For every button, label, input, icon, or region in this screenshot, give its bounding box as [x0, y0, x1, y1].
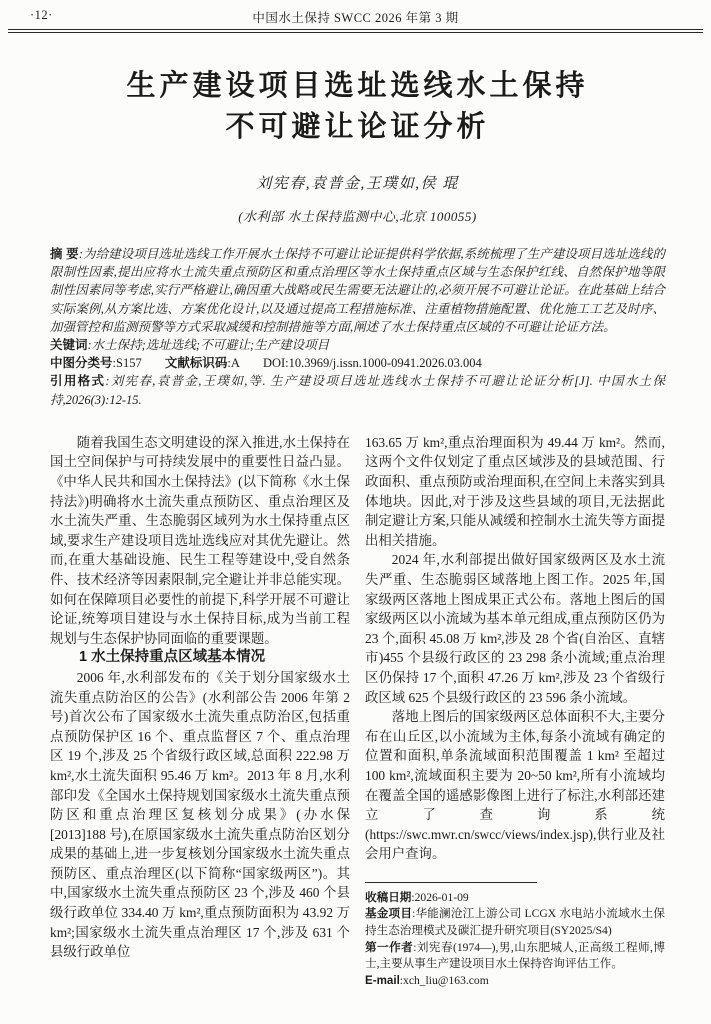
- journal-title: 中国水土保持 SWCC 2026 年第 3 期: [252, 11, 459, 25]
- abstract-label: 摘 要: [50, 247, 79, 261]
- keywords-text: :水土保持;选址选线;不可避让;生产建设项目: [87, 338, 330, 353]
- footnote-block: [365, 882, 665, 990]
- section-1-paragraph-2: 2024 年,水利部提出做好国家级两区及水土流失严重、生态脆弱区域落地上图工作。2025 年,国家级两区落地上图成果正式公布。落地上图后的国家级两区以小流域为基本单元组成,重点预防区仍为 23 个,面积 45.08 万 km²,涉及 28 个省(自治区、直辖市)455 个县级行政区的 23 298 条小流域;重点治理区仍保持 17 个,面积 47.26 万 km²,涉及 23 个省级行政区域 625 个县级行政区的 23 596 条小流域。: [365, 552, 665, 705]
- citation-text: :刘宪春,袁普金,王璞如,等. 生产建设项目选址选线水土保持不可避让论证分析[J]. 中国水土保持,2026(3):12-15.: [50, 374, 665, 407]
- affiliation: (水利部 水土保持监测中心,北京 100055): [238, 209, 477, 224]
- citation-label: 引用格式: [50, 374, 106, 389]
- clc-label: 中图分类号: [50, 356, 113, 371]
- section-1-paragraph-continued: 163.65 万 km²,重点治理面积为 49.44 万 km²。然而,这两个文件仅划定了重点区域涉及的县域范围、行政面积、重点预防或治理面积,在空间上未落实到具体地块。因此,对于涉及这些县域的项目,无法据此制定避让方案,只能从减缓和控制水土流失等方面提出相关措施。: [365, 434, 665, 548]
- author-list: 刘宪春,袁普金,王璞如,侯 琨: [256, 176, 459, 192]
- first-author: [365, 940, 665, 973]
- classification-line: [50, 354, 665, 372]
- meta-block: [50, 245, 665, 409]
- doc-code-segment: [165, 356, 240, 370]
- section-1-paragraph: 2006 年,水利部发布的《关于划分国家级水土流失重点防治区的公告》(水利部公告 2006 年第 2 号)首次公布了国家级水土流失重点防治区,包括重点预防保护区 16 个、重点监督区 7 个、重点治理区 19 个,涉及 25 个省级行政区域,总面积 222.98 万 km²,水土流失面积 95.46 万 km²。2013 年 8 月,水利部印发《全国水土保持规划国家级水土流失重点预防区和重点治理区复核划分成果》(办水保[2013]188 号),在原国家级水土流失重点防治区划分成果的基础上,进一步复核划分国家级水土流失重点预防区、重点治理区(以下简称“国家级两区”)。其中,国家级水土流失重点预防区 23 个,涉及 460 个县级行政单位 334.40 万 km²,重点预防面积为 43.92 万 km²;国家级水土流失重点治理区 17 个,涉及 631 个县级行政单位: [50, 669, 350, 960]
- keywords: [50, 336, 665, 354]
- abstract-text: :为给建设项目选址选线工作开展水土保持不可避让论证提供科学依据,系统梳理了生产建设项目选址选线的限制性因素,提出应将水土流失重点预防区和重点治理区等水土保持重点区域与生态保护红线、自然保护地等限制性因素同等考虑,实行严格避让,确因重大战略或民生需要无法避让的,必须开展不可避让论证。在此基础上结合实际案例,从方案比选、方案优化设计,以及通过提高工程措施标准、注重植物措施配置、优化施工工艺及时序、加强管控和监测预警等方式采取减缓和控制措施等方面,阐述了水土保持重点区域的不可避让论证方法。: [50, 247, 665, 334]
- running-head: [0, 8, 711, 28]
- clc-segment: [50, 356, 142, 370]
- article-title-line2: 不可避让论证分析: [225, 111, 490, 143]
- fund-project: [365, 906, 665, 939]
- header-divider: [8, 29, 703, 33]
- doi: DOI:10.3969/j.issn.1000-0941.2026.03.004: [262, 356, 482, 371]
- intro-paragraph: 随着我国生态文明建设的深入推进,水土保持在国土空间保护与可持续发展中的重要性日益凸显。《中华人民共和国水土保持法》(以下简称《水土保持法》)明确将水土流失重点预防区、重点治理区及水土流失严重、生态脆弱区域列为水土保持重点区域,要求生产建设项目选址选线应对其优先避让。然而,在重大基础设施、民生工程等建设中,受自然条件、技术经济等因素限制,完全避让并非总能实现。如何在保障项目必要性的前提下,科学开展不可避让论证,统筹项目建设与水土保持目标,成为当前工程规划与生态保护协同面临的重要课题。: [50, 434, 350, 646]
- body-columns: [50, 433, 665, 990]
- received-date: [365, 890, 665, 907]
- fund-project-label: 基金项目: [365, 907, 413, 921]
- first-author-label: 第一作者: [365, 940, 414, 954]
- received-date-label: 收稿日期: [365, 890, 412, 904]
- email-value: :xch_liu@163.com: [399, 973, 489, 987]
- article-title: [50, 66, 665, 148]
- keywords-label: 关键词: [50, 338, 88, 353]
- fund-project-value: :华能澜沧江上游公司 LCGX 水电站小流域水土保持生态治理模式及碳汇提升研究项目(SY2025/S4): [365, 907, 665, 938]
- page-number: ·12·: [30, 8, 53, 22]
- first-author-value: :刘宪春(1974—),男,山东肥城人,正高级工程师,博士,主要从事生产建设项目水土保持咨询评估工作。: [365, 940, 665, 971]
- received-date-value: :2026-01-09: [411, 890, 469, 904]
- email-label: E-mail: [365, 973, 400, 987]
- section-1-paragraph-3: 落地上图后的国家级两区总体面积不大,主要分布在山丘区,以小流域为主体,每条小流域有确定的位置和面积,单条流域面积范围覆盖 1 km² 至超过 100 km²,流域面积主要为 20~50 km²,所有小流域均在覆盖全国的遥感影像图上进行了标注,水利部还建立了查询系统(https://swc.mwr.cn/swcc/views/index.jsp),供行业及社会用户查询。: [365, 709, 665, 862]
- clc-value: :S157: [112, 356, 142, 371]
- left-column: [50, 433, 350, 990]
- right-column: [365, 433, 665, 990]
- citation: [50, 372, 665, 408]
- doc-code-label: 文献标识码: [164, 356, 228, 371]
- article-content: [50, 34, 665, 989]
- section-1-heading: 1 水土保持重点区域基本情况: [79, 649, 266, 666]
- doc-code-value: :A: [227, 356, 240, 371]
- article-title-line1: 生产建设项目选址选线水土保持: [126, 70, 589, 102]
- email-line: [365, 973, 665, 990]
- abstract: [50, 245, 665, 336]
- footnote-divider: [365, 882, 537, 883]
